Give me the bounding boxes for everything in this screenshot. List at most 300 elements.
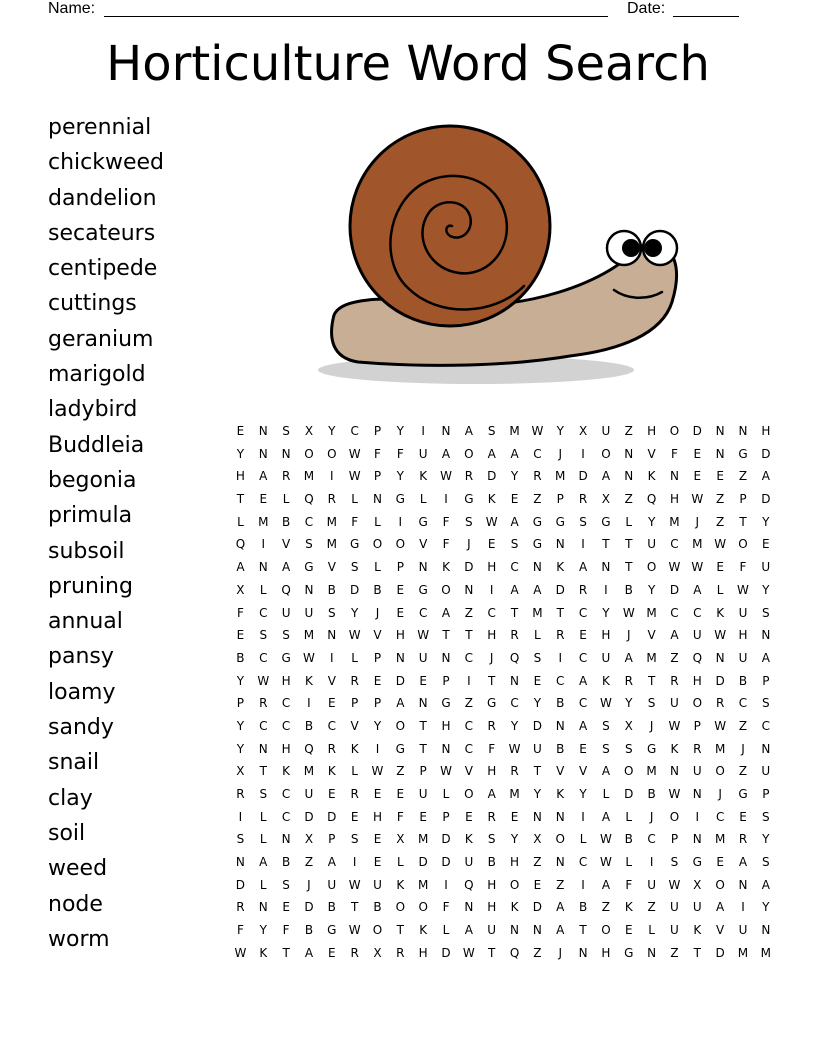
grid-cell[interactable]: Y: [533, 696, 542, 711]
grid-cell[interactable]: T: [465, 628, 473, 643]
grid-cell[interactable]: S: [465, 514, 473, 529]
grid-cell[interactable]: N: [281, 446, 291, 461]
grid-cell[interactable]: N: [555, 855, 565, 870]
grid-cell[interactable]: S: [762, 605, 770, 620]
grid-cell[interactable]: K: [350, 741, 359, 756]
grid-cell[interactable]: D: [304, 809, 314, 824]
grid-cell[interactable]: C: [327, 718, 336, 733]
grid-cell[interactable]: R: [236, 787, 245, 801]
grid-cell[interactable]: L: [351, 764, 358, 779]
grid-cell[interactable]: M: [326, 514, 337, 529]
grid-cell[interactable]: E: [373, 832, 382, 847]
grid-cell[interactable]: G: [281, 650, 291, 665]
grid-cell[interactable]: I: [581, 446, 585, 461]
grid-cell[interactable]: F: [671, 446, 678, 461]
grid-cell[interactable]: D: [761, 446, 771, 461]
grid-cell[interactable]: W: [234, 945, 247, 960]
grid-cell[interactable]: G: [464, 492, 474, 507]
grid-cell[interactable]: A: [716, 900, 725, 915]
grid-cell[interactable]: S: [510, 537, 519, 552]
grid-cell[interactable]: I: [398, 514, 403, 529]
grid-cell[interactable]: X: [236, 764, 245, 779]
grid-cell[interactable]: D: [304, 900, 314, 915]
grid-cell[interactable]: F: [442, 900, 450, 915]
grid-cell[interactable]: U: [670, 923, 679, 938]
grid-cell[interactable]: W: [691, 492, 704, 507]
grid-cell[interactable]: I: [649, 855, 654, 870]
grid-cell[interactable]: E: [716, 560, 724, 575]
grid-cell[interactable]: E: [579, 628, 587, 643]
grid-cell[interactable]: W: [668, 877, 681, 892]
grid-cell[interactable]: Y: [396, 424, 404, 438]
grid-cell[interactable]: C: [464, 650, 474, 665]
grid-cell[interactable]: U: [304, 605, 314, 620]
grid-cell[interactable]: O: [738, 537, 748, 552]
grid-cell[interactable]: Y: [396, 469, 404, 484]
grid-cell[interactable]: D: [441, 945, 451, 960]
grid-cell[interactable]: W: [668, 718, 681, 733]
grid-cell[interactable]: N: [692, 787, 702, 801]
grid-cell[interactable]: O: [509, 877, 520, 892]
grid-cell[interactable]: S: [305, 537, 313, 552]
grid-cell[interactable]: N: [395, 650, 405, 665]
grid-cell[interactable]: S: [350, 560, 359, 575]
grid-cell[interactable]: E: [236, 628, 245, 643]
grid-cell[interactable]: A: [533, 582, 542, 597]
grid-cell[interactable]: C: [464, 741, 474, 756]
grid-cell[interactable]: T: [533, 764, 542, 779]
grid-cell[interactable]: H: [601, 945, 611, 960]
grid-cell[interactable]: E: [716, 855, 724, 870]
grid-cell[interactable]: P: [739, 492, 747, 507]
grid-cell[interactable]: W: [440, 764, 452, 779]
grid-cell[interactable]: C: [259, 718, 268, 733]
grid-cell[interactable]: U: [281, 605, 291, 620]
grid-cell[interactable]: P: [556, 492, 564, 507]
grid-cell[interactable]: M: [555, 469, 566, 484]
grid-cell[interactable]: D: [235, 877, 246, 892]
grid-cell[interactable]: K: [327, 764, 336, 779]
grid-cell[interactable]: C: [259, 650, 268, 665]
grid-cell[interactable]: I: [421, 424, 425, 438]
grid-cell[interactable]: Q: [281, 582, 291, 597]
grid-cell[interactable]: U: [692, 764, 702, 779]
grid-cell[interactable]: H: [487, 764, 497, 779]
grid-cell[interactable]: L: [419, 492, 427, 507]
grid-cell[interactable]: K: [419, 469, 428, 484]
grid-cell[interactable]: Z: [716, 492, 725, 507]
grid-cell[interactable]: T: [510, 605, 519, 620]
grid-cell[interactable]: R: [487, 809, 496, 824]
grid-cell[interactable]: O: [692, 696, 703, 711]
grid-cell[interactable]: W: [348, 877, 361, 892]
grid-cell[interactable]: J: [695, 514, 700, 529]
grid-cell[interactable]: O: [395, 537, 406, 552]
grid-cell[interactable]: V: [716, 923, 725, 938]
grid-cell[interactable]: C: [715, 809, 725, 824]
grid-cell[interactable]: U: [327, 877, 337, 892]
grid-cell[interactable]: Z: [396, 764, 405, 779]
grid-cell[interactable]: Q: [692, 650, 703, 665]
grid-cell[interactable]: D: [624, 787, 634, 801]
grid-cell[interactable]: Z: [624, 424, 633, 438]
grid-cell[interactable]: N: [441, 741, 451, 756]
grid-cell[interactable]: R: [259, 696, 268, 711]
grid-cell[interactable]: H: [441, 718, 451, 733]
grid-cell[interactable]: E: [236, 424, 245, 438]
grid-cell[interactable]: M: [737, 945, 749, 960]
grid-cell[interactable]: L: [259, 832, 267, 847]
grid-cell[interactable]: T: [602, 537, 610, 552]
grid-cell[interactable]: Y: [647, 582, 656, 597]
grid-cell[interactable]: Z: [556, 877, 565, 892]
grid-cell[interactable]: S: [487, 424, 496, 438]
grid-cell[interactable]: D: [532, 900, 543, 915]
grid-cell[interactable]: B: [304, 718, 314, 733]
grid-cell[interactable]: N: [761, 923, 771, 938]
grid-cell[interactable]: A: [441, 605, 451, 620]
grid-cell[interactable]: S: [282, 628, 290, 643]
grid-cell[interactable]: Y: [579, 787, 587, 801]
grid-cell[interactable]: L: [625, 809, 633, 824]
grid-cell[interactable]: K: [647, 469, 656, 484]
grid-cell[interactable]: W: [257, 673, 270, 688]
grid-cell[interactable]: T: [556, 605, 564, 620]
grid-cell[interactable]: Q: [464, 877, 474, 892]
grid-cell[interactable]: N: [624, 446, 634, 461]
grid-cell[interactable]: X: [578, 424, 588, 438]
grid-cell[interactable]: D: [395, 673, 405, 688]
grid-cell[interactable]: V: [419, 537, 428, 552]
grid-cell[interactable]: W: [531, 424, 544, 438]
grid-cell[interactable]: R: [510, 764, 519, 779]
grid-cell[interactable]: W: [348, 628, 361, 643]
grid-cell[interactable]: Z: [738, 718, 748, 733]
grid-cell[interactable]: W: [599, 855, 612, 870]
grid-cell[interactable]: O: [555, 832, 565, 847]
grid-cell[interactable]: P: [442, 673, 450, 688]
grid-cell[interactable]: T: [419, 718, 427, 733]
grid-cell[interactable]: F: [396, 809, 404, 824]
grid-cell[interactable]: K: [556, 560, 565, 575]
grid-cell[interactable]: G: [692, 855, 702, 870]
grid-cell[interactable]: R: [510, 628, 519, 643]
grid-cell[interactable]: A: [761, 650, 770, 665]
grid-cell[interactable]: A: [601, 877, 611, 892]
grid-cell[interactable]: W: [714, 537, 727, 552]
grid-cell[interactable]: A: [487, 446, 496, 461]
grid-cell[interactable]: N: [510, 923, 520, 938]
grid-cell[interactable]: Q: [304, 492, 314, 507]
grid-cell[interactable]: I: [558, 650, 562, 665]
grid-cell[interactable]: U: [464, 855, 474, 870]
grid-cell[interactable]: D: [692, 424, 702, 438]
grid-cell[interactable]: Z: [670, 650, 679, 665]
grid-cell[interactable]: Q: [304, 741, 314, 756]
grid-cell[interactable]: V: [327, 673, 336, 688]
grid-cell[interactable]: P: [373, 696, 382, 711]
grid-cell[interactable]: N: [258, 560, 268, 575]
grid-cell[interactable]: I: [444, 877, 448, 892]
grid-cell[interactable]: N: [418, 560, 428, 575]
grid-cell[interactable]: Z: [738, 469, 748, 484]
grid-cell[interactable]: C: [578, 605, 588, 620]
grid-cell[interactable]: S: [236, 832, 245, 847]
grid-cell[interactable]: C: [281, 809, 291, 824]
grid-cell[interactable]: O: [715, 877, 725, 892]
grid-cell[interactable]: L: [534, 628, 541, 643]
grid-cell[interactable]: C: [693, 605, 702, 620]
grid-cell[interactable]: Q: [509, 945, 520, 960]
grid-cell[interactable]: B: [556, 696, 565, 711]
grid-cell[interactable]: C: [281, 787, 291, 801]
grid-cell[interactable]: U: [738, 605, 748, 620]
grid-cell[interactable]: D: [350, 582, 360, 597]
grid-cell[interactable]: K: [716, 605, 725, 620]
grid-cell[interactable]: F: [442, 514, 450, 529]
grid-cell[interactable]: V: [282, 537, 291, 552]
grid-cell[interactable]: P: [396, 560, 404, 575]
grid-cell[interactable]: H: [738, 628, 748, 643]
grid-cell[interactable]: C: [510, 696, 519, 711]
grid-cell[interactable]: A: [601, 764, 611, 779]
grid-cell[interactable]: H: [669, 492, 679, 507]
grid-cell[interactable]: Q: [235, 537, 246, 552]
grid-cell[interactable]: Z: [533, 492, 542, 507]
grid-cell[interactable]: S: [670, 855, 679, 870]
grid-cell[interactable]: W: [371, 764, 384, 779]
grid-cell[interactable]: D: [418, 855, 428, 870]
grid-cell[interactable]: A: [282, 560, 291, 575]
grid-cell[interactable]: D: [327, 809, 337, 824]
grid-cell[interactable]: G: [532, 514, 543, 529]
grid-cell[interactable]: T: [419, 741, 427, 756]
grid-cell[interactable]: T: [647, 673, 656, 688]
grid-cell[interactable]: O: [395, 900, 406, 915]
grid-cell[interactable]: X: [236, 582, 245, 597]
grid-cell[interactable]: E: [419, 673, 427, 688]
grid-cell[interactable]: H: [487, 560, 497, 575]
grid-cell[interactable]: B: [327, 900, 336, 915]
grid-cell[interactable]: J: [626, 628, 631, 643]
grid-cell[interactable]: L: [374, 514, 381, 529]
grid-cell[interactable]: A: [396, 696, 405, 711]
grid-cell[interactable]: C: [556, 673, 565, 688]
grid-cell[interactable]: M: [258, 514, 269, 529]
grid-cell[interactable]: N: [258, 900, 268, 915]
grid-cell[interactable]: P: [419, 764, 427, 779]
grid-cell[interactable]: K: [670, 741, 679, 756]
grid-cell[interactable]: T: [488, 673, 496, 688]
grid-cell[interactable]: H: [395, 628, 405, 643]
grid-cell[interactable]: N: [441, 424, 451, 438]
grid-cell[interactable]: V: [464, 764, 473, 779]
grid-cell[interactable]: A: [510, 446, 519, 461]
grid-cell[interactable]: M: [692, 537, 703, 552]
grid-cell[interactable]: U: [373, 877, 382, 892]
grid-cell[interactable]: O: [464, 787, 474, 801]
grid-cell[interactable]: A: [510, 582, 519, 597]
grid-cell[interactable]: A: [259, 855, 268, 870]
grid-cell[interactable]: J: [467, 537, 471, 552]
grid-cell[interactable]: D: [464, 560, 474, 575]
grid-cell[interactable]: S: [259, 628, 268, 643]
grid-cell[interactable]: O: [646, 560, 657, 575]
grid-cell[interactable]: I: [307, 696, 311, 711]
grid-cell[interactable]: B: [327, 582, 336, 597]
grid-cell[interactable]: G: [395, 492, 405, 507]
grid-cell[interactable]: Y: [373, 718, 382, 733]
grid-cell[interactable]: G: [487, 696, 497, 711]
grid-cell[interactable]: A: [327, 855, 336, 870]
grid-cell[interactable]: T: [282, 945, 290, 960]
grid-cell[interactable]: G: [395, 741, 405, 756]
grid-cell[interactable]: E: [739, 809, 747, 824]
grid-cell[interactable]: W: [303, 650, 315, 665]
grid-cell[interactable]: N: [715, 650, 725, 665]
grid-cell[interactable]: N: [738, 424, 748, 438]
grid-cell[interactable]: M: [326, 537, 337, 552]
grid-cell[interactable]: H: [647, 424, 657, 438]
grid-cell[interactable]: R: [670, 673, 679, 688]
grid-cell[interactable]: B: [738, 673, 748, 688]
grid-cell[interactable]: O: [624, 764, 634, 779]
grid-cell[interactable]: K: [305, 673, 313, 688]
grid-cell[interactable]: B: [373, 900, 382, 915]
name-line[interactable]: [104, 16, 608, 17]
grid-cell[interactable]: Y: [510, 832, 519, 847]
grid-cell[interactable]: N: [418, 696, 428, 711]
grid-cell[interactable]: A: [487, 787, 496, 801]
grid-cell[interactable]: U: [487, 923, 497, 938]
grid-cell[interactable]: T: [693, 945, 701, 960]
grid-cell[interactable]: N: [532, 560, 542, 575]
grid-cell[interactable]: S: [624, 741, 633, 756]
grid-cell[interactable]: A: [441, 446, 451, 461]
grid-cell[interactable]: R: [350, 673, 359, 688]
grid-cell[interactable]: U: [692, 900, 702, 915]
grid-cell[interactable]: A: [601, 469, 611, 484]
grid-cell[interactable]: N: [327, 628, 337, 643]
grid-cell[interactable]: P: [328, 832, 336, 847]
grid-cell[interactable]: N: [258, 741, 268, 756]
grid-cell[interactable]: N: [464, 900, 474, 915]
grid-cell[interactable]: C: [350, 424, 359, 438]
grid-cell[interactable]: H: [761, 424, 771, 438]
grid-cell[interactable]: W: [599, 832, 612, 847]
grid-cell[interactable]: C: [304, 514, 314, 529]
grid-cell[interactable]: K: [601, 673, 610, 688]
grid-cell[interactable]: E: [510, 492, 519, 507]
grid-cell[interactable]: H: [235, 469, 245, 484]
grid-cell[interactable]: E: [487, 537, 496, 552]
grid-cell[interactable]: N: [464, 582, 474, 597]
grid-cell[interactable]: X: [396, 832, 405, 847]
grid-cell[interactable]: G: [601, 514, 611, 529]
grid-cell[interactable]: U: [418, 650, 428, 665]
grid-cell[interactable]: U: [670, 696, 679, 711]
grid-cell[interactable]: O: [601, 923, 611, 938]
grid-cell[interactable]: P: [762, 673, 770, 688]
grid-cell[interactable]: L: [351, 650, 358, 665]
grid-cell[interactable]: Y: [762, 832, 770, 847]
grid-cell[interactable]: N: [669, 764, 679, 779]
grid-cell[interactable]: W: [737, 582, 749, 597]
grid-cell[interactable]: E: [465, 809, 473, 824]
grid-cell[interactable]: C: [281, 696, 291, 711]
grid-cell[interactable]: F: [442, 537, 450, 552]
grid-cell[interactable]: D: [441, 855, 451, 870]
grid-cell[interactable]: S: [327, 605, 336, 620]
grid-cell[interactable]: N: [555, 718, 565, 733]
grid-cell[interactable]: Y: [236, 741, 245, 756]
grid-cell[interactable]: Z: [464, 696, 473, 711]
grid-cell[interactable]: W: [668, 560, 681, 575]
grid-cell[interactable]: U: [761, 560, 771, 575]
grid-cell[interactable]: C: [738, 696, 748, 711]
grid-cell[interactable]: P: [373, 650, 382, 665]
grid-cell[interactable]: N: [578, 945, 588, 960]
grid-cell[interactable]: R: [327, 741, 336, 756]
grid-cell[interactable]: S: [762, 809, 770, 824]
grid-cell[interactable]: M: [509, 787, 520, 801]
grid-cell[interactable]: I: [330, 469, 334, 484]
grid-cell[interactable]: I: [741, 900, 745, 915]
grid-cell[interactable]: K: [259, 945, 268, 960]
grid-cell[interactable]: L: [625, 855, 633, 870]
grid-cell[interactable]: W: [714, 628, 727, 643]
grid-cell[interactable]: G: [349, 537, 360, 552]
grid-cell[interactable]: R: [693, 741, 702, 756]
grid-cell[interactable]: N: [761, 628, 771, 643]
grid-cell[interactable]: H: [487, 900, 497, 915]
grid-cell[interactable]: N: [624, 469, 634, 484]
grid-cell[interactable]: Z: [716, 514, 725, 529]
grid-cell[interactable]: B: [578, 900, 588, 915]
grid-cell[interactable]: L: [374, 560, 381, 575]
grid-cell[interactable]: A: [761, 877, 770, 892]
grid-cell[interactable]: V: [647, 628, 656, 643]
grid-cell[interactable]: O: [372, 537, 383, 552]
grid-cell[interactable]: P: [670, 832, 679, 847]
grid-cell[interactable]: L: [602, 787, 610, 801]
grid-cell[interactable]: M: [646, 650, 657, 665]
grid-cell[interactable]: Y: [762, 514, 770, 529]
grid-cell[interactable]: V: [578, 764, 588, 779]
grid-cell[interactable]: M: [714, 741, 726, 756]
grid-cell[interactable]: I: [489, 582, 494, 597]
grid-cell[interactable]: Z: [464, 605, 473, 620]
grid-cell[interactable]: D: [715, 673, 725, 688]
grid-cell[interactable]: C: [578, 855, 588, 870]
grid-cell[interactable]: W: [508, 741, 521, 756]
grid-cell[interactable]: O: [418, 900, 428, 915]
grid-cell[interactable]: P: [373, 469, 382, 484]
grid-cell[interactable]: U: [761, 764, 771, 779]
grid-cell[interactable]: J: [307, 877, 311, 892]
grid-cell[interactable]: M: [646, 764, 657, 779]
grid-cell[interactable]: N: [372, 492, 382, 507]
grid-cell[interactable]: A: [670, 628, 679, 643]
grid-cell[interactable]: P: [236, 696, 245, 711]
grid-cell[interactable]: H: [601, 628, 611, 643]
grid-cell[interactable]: B: [487, 855, 496, 870]
grid-cell[interactable]: T: [579, 923, 587, 938]
grid-cell[interactable]: R: [624, 673, 633, 688]
grid-cell[interactable]: Q: [646, 492, 657, 507]
grid-cell[interactable]: R: [350, 787, 359, 801]
grid-cell[interactable]: L: [579, 832, 587, 847]
